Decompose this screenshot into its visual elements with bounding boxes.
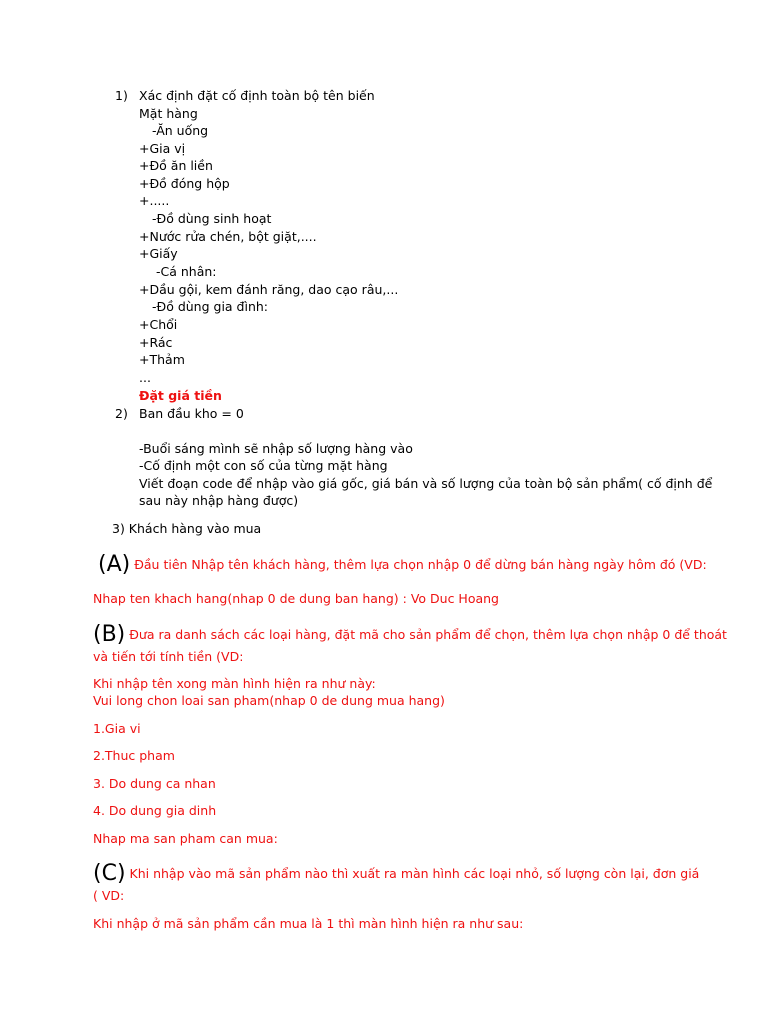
partB-text-line1: Đưa ra danh sách các loại hàng, đặt mã cho sản phẩm để chọn, thêm lựa chọn nhập 0 để thoát: [129, 627, 727, 642]
list-item: +Giấy: [139, 246, 178, 261]
list-item: -Cá nhân:: [156, 264, 217, 279]
partB-option: 3. Do dung ca nhan: [93, 776, 216, 791]
partB-input-prompt: Nhap ma san pham can mua:: [93, 831, 278, 846]
list-item: -Buổi sáng mình sẽ nhập số lượng hàng vào: [139, 441, 413, 456]
partA-marker: (A): [98, 552, 131, 577]
list-item: ...: [139, 370, 151, 385]
partA-text: Đầu tiên Nhập tên khách hàng, thêm lựa chọn nhập 0 để dừng bán hàng ngày hôm đó (VD:: [134, 557, 707, 572]
partB-paragraph: [93, 622, 727, 648]
list-item: +Đồ đóng hộp: [139, 176, 230, 191]
list-item: +Rác: [139, 335, 173, 350]
list-item: -Đồ dùng sinh hoạt: [152, 211, 272, 226]
partC-text-line1: Khi nhập vào mã sản phẩm nào thì xuất ra màn hình các loại nhỏ, số lượng còn lại, đơn giá: [129, 866, 700, 881]
list-item: -Ăn uống: [152, 123, 209, 138]
list-item: -Cố định một con số của từng mặt hàng: [139, 458, 388, 473]
partB-option: 4. Do dung gia dinh: [93, 803, 217, 818]
partB-option: 2.Thuc pham: [93, 748, 175, 763]
price-heading: Đặt giá tiền: [139, 388, 222, 403]
partC-marker: (C): [93, 861, 126, 886]
list-item: -Đồ dùng gia đình:: [152, 299, 269, 314]
partB-option: 1.Gia vi: [93, 721, 141, 736]
list-item: Viết đoạn code để nhập vào giá gốc, giá bán và số lượng của toàn bộ sản phẩm( cố định để: [139, 476, 713, 491]
partB-example-prompt: Vui long chon loai san pham(nhap 0 de dung mua hang): [93, 693, 445, 708]
list-item: Mặt hàng: [139, 106, 198, 121]
list-item: sau này nhập hàng được): [139, 493, 299, 508]
partC-paragraph: [93, 861, 699, 887]
partC-text-line2: ( VD:: [93, 888, 125, 903]
list-item: +Dầu gội, kem đánh răng, dao cạo râu,...: [139, 282, 399, 297]
partA-paragraph: [98, 552, 707, 578]
partA-example: Nhap ten khach hang(nhap 0 de dung ban hang) : Vo Duc Hoang: [93, 591, 499, 606]
list-item: +Chổi: [139, 317, 178, 332]
section2-title: Ban đầu kho = 0: [139, 406, 244, 421]
list-item: +Gia vị: [139, 141, 186, 156]
partB-example-intro: Khi nhập tên xong màn hình hiện ra như này:: [93, 676, 376, 691]
list-item: +Nước rửa chén, bột giặt,....: [139, 229, 317, 244]
list-item: +Đồ ăn liền: [139, 158, 213, 173]
partB-marker: (B): [93, 622, 126, 647]
partC-example-intro: Khi nhập ở mã sản phẩm cần mua là 1 thì màn hình hiện ra như sau:: [93, 916, 524, 931]
section2-number: 2): [115, 406, 128, 421]
section3-title: 3) Khách hàng vào mua: [112, 521, 262, 536]
section1-number: 1): [115, 88, 128, 103]
list-item: +Thảm: [139, 352, 185, 367]
section1-title: Xác định đặt cố định toàn bộ tên biến: [139, 88, 375, 103]
partB-text-line2: và tiến tới tính tiền (VD:: [93, 649, 244, 664]
list-item: +.....: [139, 193, 170, 208]
